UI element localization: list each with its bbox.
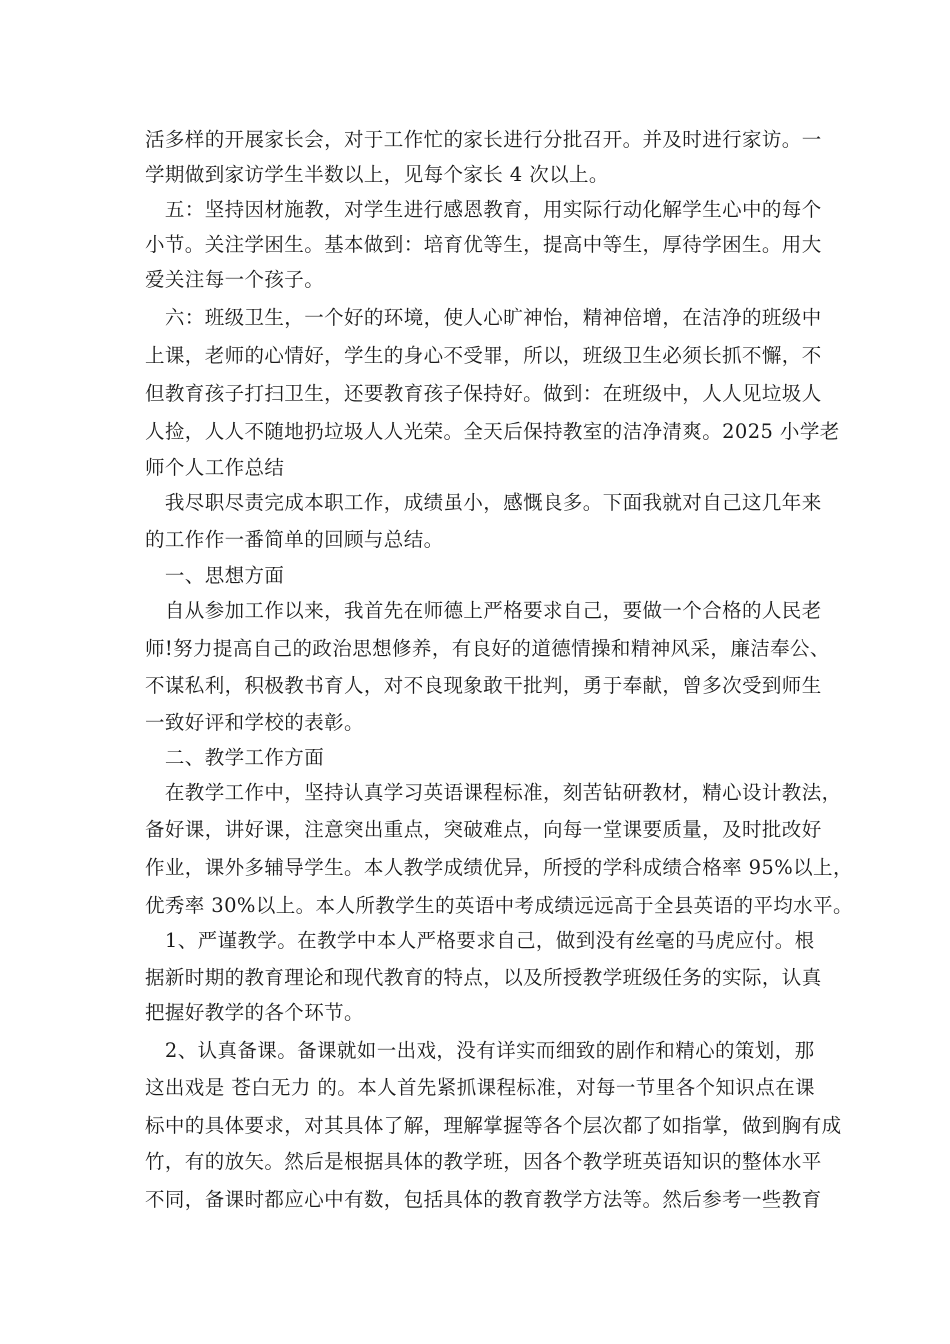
text-line: 学期做到家访学生半数以上，见每个家长 4 次以上。 xyxy=(145,163,609,186)
section-heading: 二、教学工作方面 xyxy=(145,746,325,769)
text-line: 爱关注每一个孩子。 xyxy=(145,268,325,291)
text-line: 自从参加工作以来，我首先在师德上严格要求自己，要做一个合格的人民老 xyxy=(145,599,822,622)
section-heading: 一、思想方面 xyxy=(145,564,285,587)
text-line: 作业，课外多辅导学生。本人教学成绩优异，所授的学科成绩合格率 95%以上， xyxy=(145,856,853,879)
text-line: 但教育孩子打扫卫生，还要教育孩子保持好。做到：在班级中，人人见垃圾人 xyxy=(145,382,822,405)
text-line: 师个人工作总结 xyxy=(145,456,285,479)
text-line: 1、严谨教学。在教学中本人严格要求自己，做到没有丝毫的马虎应付。根 xyxy=(145,929,815,952)
text-line: 优秀率 30%以上。本人所教学生的英语中考成绩远远高于全县英语的平均水平。 xyxy=(145,894,853,917)
text-line: 的工作作一番简单的回顾与总结。 xyxy=(145,528,444,551)
text-line: 不谋私利，积极教书育人，对不良现象敢干批判，勇于奉献，曾多次受到师生 xyxy=(145,674,822,697)
text-line: 师!努力提高自己的政治思想修养，有良好的道德情操和精神风采，廉洁奉公、 xyxy=(145,637,830,660)
text-line: 五：坚持因材施教，对学生进行感恩教育，用实际行动化解学生心中的每个 xyxy=(145,198,822,221)
text-line: 六：班级卫生，一个好的环境，使人心旷神怡，精神倍增，在洁净的班级中 xyxy=(145,306,822,329)
text-line: 把握好教学的各个环节。 xyxy=(145,1001,364,1024)
text-line: 不同，备课时都应心中有数，包括具体的教育教学方法等。然后参考一些教育 xyxy=(145,1188,822,1211)
text-line: 一致好评和学校的表彰。 xyxy=(145,711,364,734)
text-line: 2、认真备课。备课就如一出戏，没有详实而细致的剧作和精心的策划，那 xyxy=(145,1039,815,1062)
text-line: 备好课，讲好课，注意突出重点，突破难点，向每一堂课要质量，及时批改好 xyxy=(145,818,822,841)
text-line: 竹，有的放矢。然后是根据具体的教学班，因各个教学班英语知识的整体水平 xyxy=(145,1150,822,1173)
text-line: 这出戏是 苍白无力 的。本人首先紧抓课程标准，对每一节里各个知识点在课 xyxy=(145,1076,815,1099)
text-line: 我尽职尽责完成本职工作，成绩虽小，感慨良多。下面我就对自己这几年来 xyxy=(145,491,822,514)
text-line: 活多样的开展家长会，对于工作忙的家长进行分批召开。并及时进行家访。一 xyxy=(145,128,822,151)
text-line: 标中的具体要求，对其具体了解，理解掌握等各个层次都了如指掌，做到胸有成 xyxy=(145,1114,842,1137)
text-line: 小节。关注学困生。基本做到：培育优等生，提高中等生，厚待学困生。用大 xyxy=(145,233,822,256)
text-line: 据新时期的教育理论和现代教育的特点，以及所授教学班级任务的实际，认真 xyxy=(145,966,822,989)
text-line: 上课，老师的心情好，学生的身心不受罪，所以，班级卫生必须长抓不懈，不 xyxy=(145,344,822,367)
text-line: 在教学工作中，坚持认真学习英语课程标准，刻苦钻研教材，精心设计教法， xyxy=(145,781,842,804)
text-line: 人捡，人人不随地扔垃圾人人光荣。全天后保持教室的洁净清爽。2025 小学老 xyxy=(145,420,840,443)
